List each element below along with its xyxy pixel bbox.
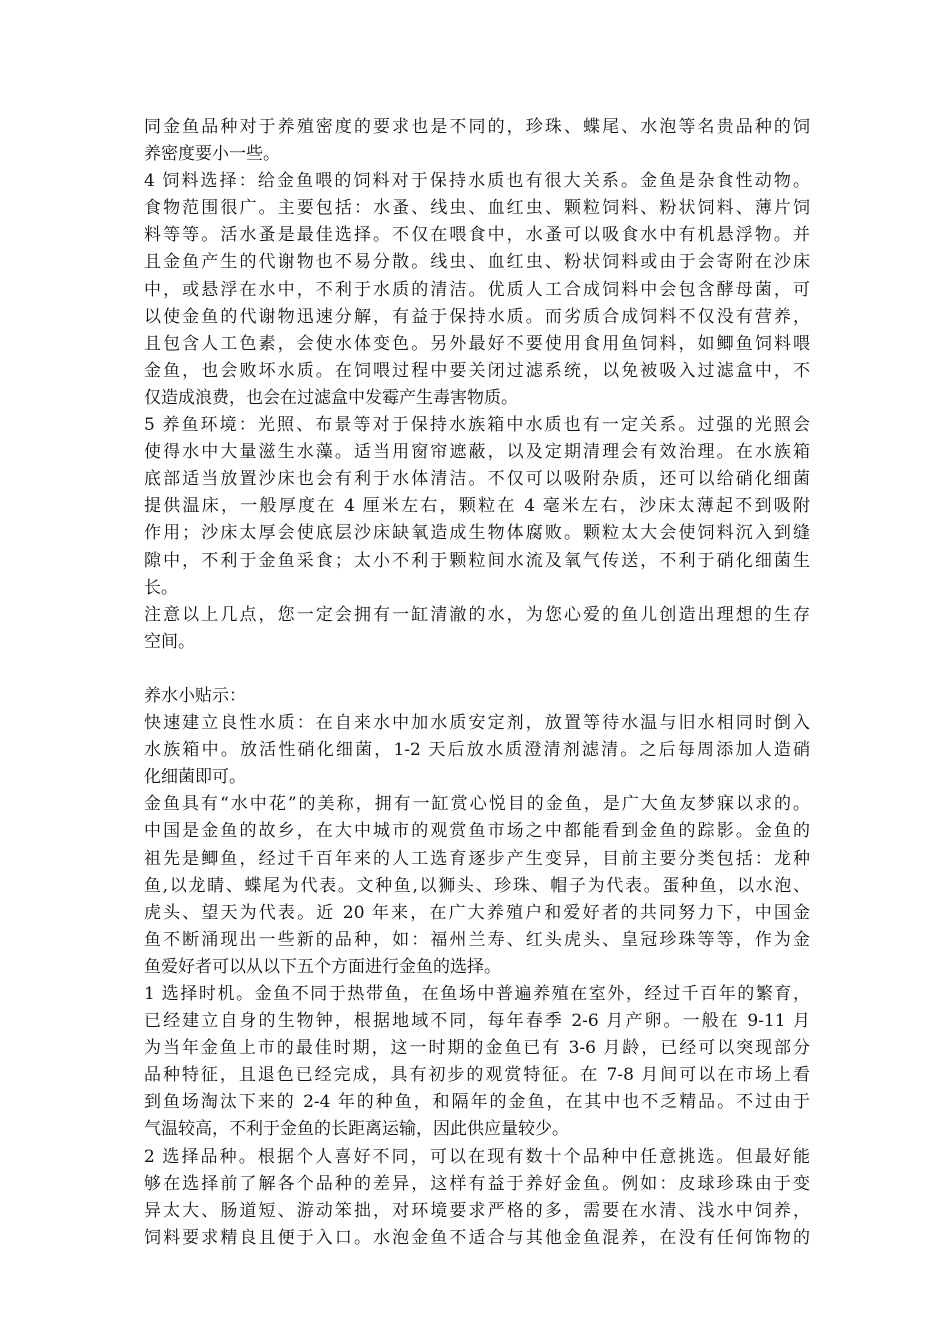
text-line: 长。	[144, 577, 178, 598]
text-line: 虎头、望天为代表。近 20 年来，在广大养殖户和爱好者的共同努力下，中国金	[144, 902, 810, 923]
text-line: 气温较高，不利于金鱼的长距离运输，因此供应量较少。	[144, 1119, 569, 1140]
text-line: 5 养鱼环境：光照、布景等对于保持水族箱中水质也有一定关系。过强的光照会	[144, 415, 810, 436]
text-line: 注意以上几点，您一定会拥有一缸清澈的水，为您心爱的鱼儿创造出理想的生存	[144, 604, 810, 625]
text-line: 够在选择前了解各个品种的差异，这样有益于养好金鱼。例如：皮球珍珠由于变	[144, 1173, 810, 1194]
text-line: 料等等。活水蚤是最佳选择。不仅在喂食中，水蚤可以吸食水中有机悬浮物。并	[144, 225, 810, 246]
text-line: 为当年金鱼上市的最佳时期，这一时期的金鱼已有 3-6 月龄，已经可以突现部分	[144, 1038, 810, 1059]
text-line: 化细菌即可。	[144, 767, 246, 788]
text-line: 仅造成浪费，也会在过滤盒中发霉产生毒害物质。	[144, 387, 518, 408]
text-line: 中，或悬浮在水中，不利于水质的清洁。优质人工合成饲料中会包含酵母菌，可	[144, 279, 810, 300]
text-line: 1 选择时机。金鱼不同于热带鱼，在鱼场中普遍养殖在室外，经过千百年的繁育，	[144, 984, 810, 1004]
document-page	[144, 114, 810, 1252]
text-line: 2 选择品种。根据个人喜好不同，可以在现有数十个品种中任意挑选。但最好能	[144, 1146, 810, 1167]
text-line: 已经建立自身的生物钟，根据地域不同，每年春季 2-6 月产卵。一般在 9-11 月	[144, 1011, 810, 1032]
text-line: 中国是金鱼的故乡，在大中城市的观赏鱼市场之中都能看到金鱼的踪影。金鱼的	[144, 821, 810, 842]
text-line: 到鱼场淘汰下来的 2-4 年的种鱼，和隔年的金鱼，在其中也不乏精品。不过由于	[144, 1092, 810, 1113]
text-line: 使得水中大量滋生水藻。适当用窗帘遮蔽，以及定期清理会有效治理。在水族箱	[144, 442, 810, 463]
text-line: 同金鱼品种对于养殖密度的要求也是不同的，珍珠、蝶尾、水泡等名贵品种的饲	[144, 117, 810, 137]
text-line: 4 饲料选择：给金鱼喂的饲料对于保持水质也有很大关系。金鱼是杂食性动物。	[144, 171, 810, 192]
text-line: 养密度要小一些。	[144, 144, 280, 165]
text-line: 空间。	[144, 631, 195, 652]
text-line: 饲料要求精良且便于入口。水泡金鱼不适合与其他金鱼混养，在没有任何饰物的	[144, 1227, 810, 1248]
text-line: 鱼爱好者可以从以下五个方面进行金鱼的选择。	[144, 956, 501, 977]
blank-line	[144, 656, 810, 683]
text-line: 且包含人工色素，会使水体变色。另外最好不要使用食用鱼饲料，如鲫鱼饲料喂	[144, 333, 810, 354]
text-line: 提供温床，一般厚度在 4 厘米左右，颗粒在 4 毫米左右，沙床太薄起不到吸附	[144, 496, 810, 517]
text-line: 水族箱中。放活性硝化细菌，1-2 天后放水质澄清剂滤清。之后每周添加人造硝	[144, 740, 810, 761]
text-line: 品种特征，且退色已经完成，具有初步的观赏特征。在 7-8 月间可以在市场上看	[144, 1065, 810, 1086]
text-line: 且金鱼产生的代谢物也不易分散。线虫、血红虫、粉状饲料或由于会寄附在沙床	[144, 252, 810, 273]
text-line: 快速建立良性水质：在自来水中加水质安定剂，放置等待水温与旧水相同时倒入	[144, 713, 810, 734]
text-line: 作用；沙床太厚会使底层沙床缺氧造成生物体腐败。颗粒太大会使饲料沉入到缝	[144, 523, 810, 544]
text-line: 食物范围很广。主要包括：水蚤、线虫、血红虫、颗粒饲料、粉状饲料、薄片饲	[144, 198, 810, 219]
text-line: 祖先是鲫鱼，经过千百年来的人工选育逐步产生变异，目前主要分类包括：龙种	[144, 848, 810, 869]
text-line: 金鱼，也会败坏水质。在饲喂过程中要关闭过滤系统，以免被吸入过滤盒中，不	[144, 360, 810, 381]
text-line: 鱼,以龙睛、蝶尾为代表。文种鱼,以狮头、珍珠、帽子为代表。蛋种鱼，以水泡、	[144, 875, 810, 896]
text-line: 底部适当放置沙床也会有利于水体清洁。不仅可以吸附杂质，还可以给硝化细菌	[144, 469, 810, 490]
text-line: 以使金鱼的代谢物迅速分解，有益于保持水质。而劣质合成饲料不仅没有营养，	[144, 306, 810, 327]
text-line: 鱼不断涌现出一些新的品种，如：福州兰寿、红头虎头、皇冠珍珠等等，作为金	[144, 929, 810, 950]
text-line: 隙中，不利于金鱼采食；太小不利于颗粒间水流及氧气传送，不利于硝化细菌生	[144, 550, 810, 571]
text-line: 金鱼具有“水中花”的美称，拥有一缸赏心悦目的金鱼，是广大鱼友梦寐以求的。	[144, 794, 810, 815]
text-line: 养水小贴示：	[144, 685, 246, 706]
text-line: 异太大、肠道短、游动笨拙，对环境要求严格的多，需要在水清、浅水中饲养，	[144, 1200, 810, 1221]
